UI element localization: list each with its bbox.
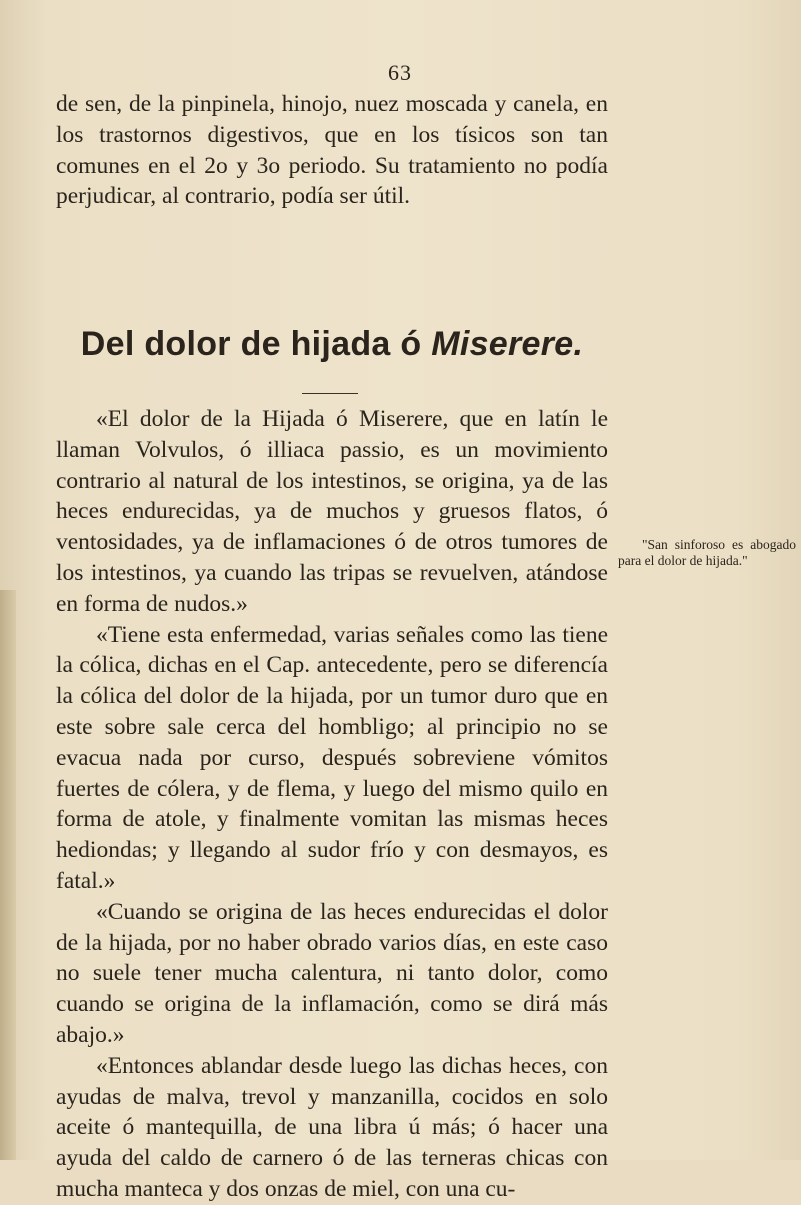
- margin-note: [618, 537, 796, 569]
- paragraph-definition: «El dolor de la Hijada ó Miserere, que en latín le llaman Volvulos, ó illiaca passio, es un movimiento contrario al natural de los intestinos, se origina, ya de las heces endurecidas, ya de muchos y gruesos flatos, ó ventosidades, ya de inflamaciones ó de otros tumores de los intestinos, ya cuando las tripas se revuelven, atándose en forma de nudos.»: [56, 406, 608, 617]
- section-title: [56, 325, 608, 364]
- section-title-part1: Del dolor de hijada ó: [80, 325, 432, 363]
- section-title-part2: Miserere.: [431, 325, 584, 363]
- paragraph-treatment: «Entonces ablandar desde luego las dichas heces, con ayudas de malva, trevol y manzanilla, cocidos en solo aceite ó mantequilla, de una libra ú más; ó hacer una ayuda del caldo de carnero ó de las terneras chicas con mucha manteca y dos onzas de miel, con una cu-: [56, 1052, 608, 1202]
- intro-paragraph: de sen, de la pinpinela, hinojo, nuez moscada y canela, en los trastornos digestivos, que en los tísicos son tan comunes en el 2o y 3o periodo. Su tratamiento no podía perjudicar, al contrario, podía ser útil.: [56, 91, 608, 210]
- paragraph-symptoms: «Tiene esta enfermedad, varias señales como las tiene la cólica, dichas en el Cap. antecedente, pero se diferencía la cólica del dolor de la hijada, por un tumor duro que en este sobre sale cerca del hombligo; al principio no se evacua nada por curso, después sobreviene vómitos fuertes de cólera, y de flema, y luego del mismo quilo en forma de atole, y finalmente vomitan las mismas heces hediondas; y llegando al sudor frío y con desmayos, es fatal.»: [56, 621, 608, 894]
- intro-paragraph-block: [56, 89, 608, 212]
- main-text-block: [56, 404, 608, 1205]
- paragraph-hardened-feces: «Cuando se origina de las heces endurecidas el dolor de la hijada, por no haber obrado varios días, en este caso no suele tener mucha calentura, ni tanto dolor, como cuando se origina de la inflamación, como se dirá más abajo.»: [56, 898, 608, 1048]
- margin-note-text: "San sinforoso es abogado para el dolor de hijada.": [618, 537, 796, 568]
- section-divider-rule: [302, 393, 358, 394]
- page-number: 63: [388, 60, 412, 85]
- page-edge-shadow: [0, 590, 16, 1160]
